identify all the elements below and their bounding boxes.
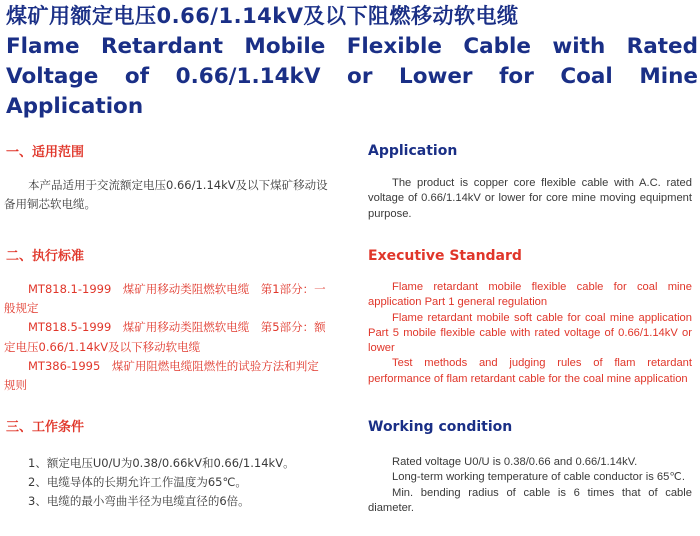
standard-item-en: Test methods and judging rules of flam retardant performance of flam retardant cable for the coal mine application: [368, 357, 692, 385]
standard-item-cn: MT818.1-1999 煤矿用移动类阻燃软电缆 第1部分：一般规定: [4, 282, 326, 316]
standard-item-cn: MT386-1995 煤矿用阻燃电缆阻燃性的试验方法和判定规则: [4, 358, 319, 393]
page-title-chinese: 煤矿用额定电压0.66/1.14kV及以下阻燃移动软电缆: [6, 4, 519, 28]
standard-list-cn: [4, 280, 330, 395]
standard-item-en: Flame retardant mobile soft cable for coal mine application Part 5 mobile flexible cable with rated voltage of 0.66/1.14kV or lower: [368, 311, 692, 355]
working-item-en: Long-term working temperature of cable conductor is 65℃.: [392, 471, 686, 484]
standard-heading-cn: 二、执行标准: [6, 249, 85, 264]
working-heading-cn: 三、工作条件: [6, 420, 85, 435]
application-heading-en: Application: [368, 143, 458, 159]
application-text-cn: 本产品适用于交流额定电压0.66/1.14kV及以下煤矿移动设备用铜芯软电缆。: [4, 178, 328, 211]
working-item-cn: 1、额定电压U0/U为0.38/0.66kV和0.66/1.14kV。: [28, 456, 295, 470]
working-heading-en: Working condition: [368, 419, 513, 435]
standard-heading-en: Executive Standard: [368, 248, 522, 264]
application-heading-cn: 一、适用范围: [6, 145, 85, 160]
standard-item-cn: MT818.5-1999 煤矿用移动类阻燃软电缆 第5部分：额定电压0.66/1.14kV及以下移动软电缆: [4, 320, 326, 354]
working-item-cn: 2、电缆导体的长期允许工作温度为65℃。: [28, 475, 247, 489]
standard-list-en: [368, 280, 692, 387]
working-list-en: [368, 455, 692, 516]
working-item-en: Min. bending radius of cable is 6 times that of cable diameter.: [368, 486, 692, 514]
working-item-cn: 3、电缆的最小弯曲半径为电缆直径的6倍。: [28, 494, 250, 508]
standard-item-en: Flame retardant mobile flexible cable for coal mine application Part 1 general regulation: [368, 281, 692, 309]
working-list-cn: [4, 454, 330, 511]
page-title-english: Flame Retardant Mobile Flexible Cable with Rated Voltage of 0.66/1.14kV or Lower for Coal Mine Application: [6, 34, 698, 119]
working-item-en: Rated voltage U0/U is 0.38/0.66 and 0.66/1.14kV.: [392, 456, 638, 468]
application-text-en: The product is copper core flexible cable with A.C. rated voltage of 0.66/1.14kV or lower for core mine moving equipment purpose.: [368, 177, 692, 220]
